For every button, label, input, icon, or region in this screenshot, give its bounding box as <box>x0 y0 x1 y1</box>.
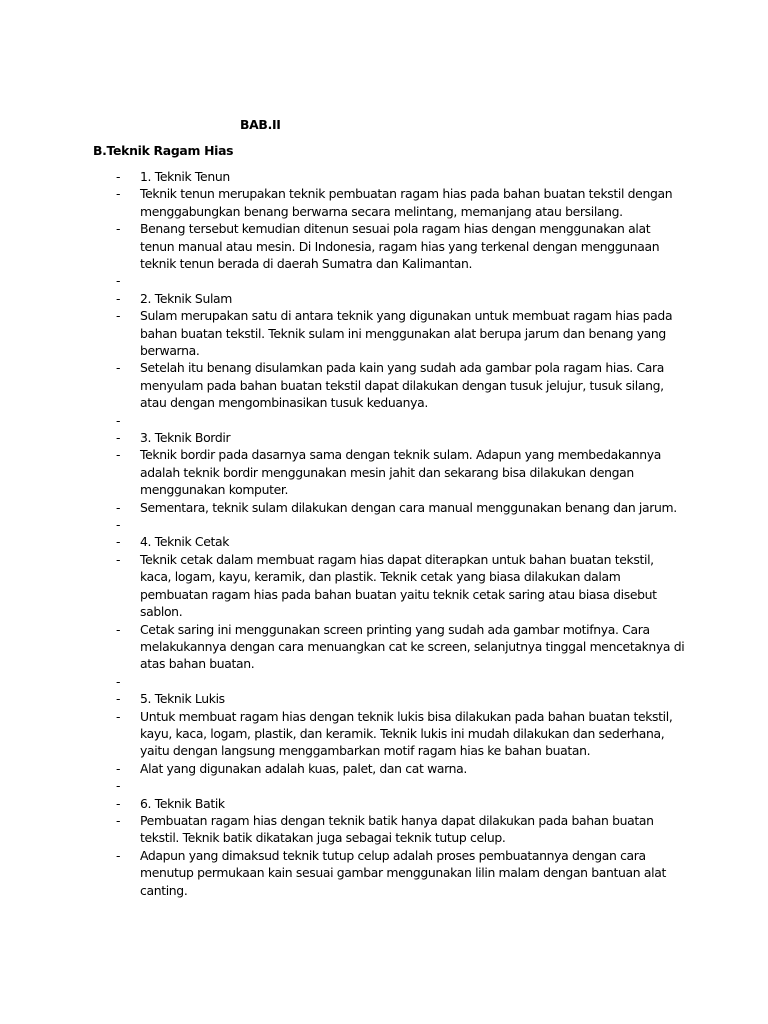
bullet-dash: - <box>116 221 121 237</box>
bullet-dash: - <box>116 778 121 794</box>
list-item-text: Alat yang digunakan adalah kuas, palet, dan cat warna. <box>140 760 467 776</box>
list-item-text: 2. Teknik Sulam <box>140 290 233 306</box>
bullet-dash: - <box>116 499 121 515</box>
list-item-text: Sulam merupakan satu di antara teknik yang digunakan untuk membuat ragam hias pada bahan buatan tekstil. Teknik sulam ini menggunakan alat berupa jarum dan benang yang berwarna. <box>140 308 673 359</box>
list-item <box>0 621 768 673</box>
list-item-text: Teknik tenun merupakan teknik pembuatan ragam hias pada bahan buatan tekstil dengan menggabungkan benang berwarna secara melintang, memanjang atau bersilang. <box>140 186 673 219</box>
list-item <box>0 429 768 446</box>
bullet-dash: - <box>116 812 121 828</box>
list-item-text: 1. Teknik Tenun <box>140 169 230 184</box>
section-title: B.Teknik Ragam Hias <box>93 143 234 158</box>
bullet-dash: - <box>116 308 121 324</box>
list-item <box>0 359 768 411</box>
list-item <box>0 708 768 760</box>
list-item <box>0 777 768 794</box>
bullet-dash: - <box>116 169 121 184</box>
bullet-dash: - <box>116 760 121 776</box>
list-item-text: Teknik cetak dalam membuat ragam hias dapat diterapkan untuk bahan buatan tekstil, kaca, logam, kayu, keramik, dan plastik. Teknik cetak yang biasa dilakukan dalam pembuatan ragam hias pada bahan buatan yaitu teknik cetak saring atau biasa disebut sablon. <box>140 551 657 620</box>
bullet-dash: - <box>116 795 121 811</box>
list-item-text: Sementara, teknik sulam dilakukan dengan cara manual menggunakan benang dan jarum. <box>140 499 677 515</box>
list-item <box>0 533 768 550</box>
list-item <box>0 516 768 533</box>
bullet-dash: - <box>116 273 121 289</box>
bullet-dash: - <box>116 621 121 637</box>
bullet-dash: - <box>116 430 121 446</box>
bullet-dash: - <box>116 708 121 724</box>
bullet-dash: - <box>116 360 121 376</box>
bullet-dash: - <box>116 847 121 863</box>
bullet-dash: - <box>116 447 121 463</box>
list-item <box>0 812 768 847</box>
list-item-text: Setelah itu benang disulamkan pada kain yang sudah ada gambar pola ragam hias. Cara menyulam pada bahan buatan tekstil dapat dilakukan dengan tusuk jelujur, tusuk silang, atau dengan mengombinasikan tusuk keduanya. <box>140 360 665 411</box>
list-item <box>0 551 768 621</box>
list-item <box>0 690 768 707</box>
bullet-dash: - <box>116 691 121 707</box>
list-item <box>0 220 768 272</box>
bullet-dash: - <box>116 534 121 550</box>
list-item <box>0 446 768 498</box>
bullet-dash: - <box>116 517 121 533</box>
list-item-text: Benang tersebut kemudian ditenun sesuai pola ragam hias dengan menggunakan alat tenun manual atau mesin. Di Indonesia, ragam hias yang terkenal dengan menggunaan teknik tenun berada di daerah Sumatra dan Kalimantan. <box>140 221 660 272</box>
list-item-text: Untuk membuat ragam hias dengan teknik lukis bisa dilakukan pada bahan buatan tekstil, kayu, kaca, logam, plastik, dan keramik. Teknik lukis ini mudah dilakukan dan sederhana, yaitu dengan langsung menggambarkan motif ragam hias ke bahan buatan. <box>140 708 673 759</box>
list-item <box>0 847 768 899</box>
list-item-text: 3. Teknik Bordir <box>140 430 231 446</box>
list-item-text: 5. Teknik Lukis <box>140 691 225 707</box>
bullet-dash: - <box>116 673 121 689</box>
chapter-heading: BAB.II <box>240 117 281 132</box>
list-item <box>0 499 768 516</box>
bullet-dash: - <box>116 290 121 306</box>
list-item-text: Teknik bordir pada dasarnya sama dengan teknik sulam. Adapun yang membedakannya adalah teknik bordir menggunakan mesin jahit dan sekarang bisa dilakukan dengan menggunakan komputer. <box>140 447 661 498</box>
list-item-text: 6. Teknik Batik <box>140 795 225 811</box>
list-item-text: Pembuatan ragam hias dengan teknik batik hanya dapat dilakukan pada bahan buatan tekstil. Teknik batik dikatakan juga sebagai teknik tutup celup. <box>140 812 654 846</box>
bullet-dash: - <box>116 551 121 567</box>
list-item <box>0 307 768 359</box>
bullet-list <box>0 168 768 899</box>
bullet-dash: - <box>116 412 121 428</box>
list-item <box>0 290 768 307</box>
list-item <box>0 168 768 185</box>
list-item <box>0 673 768 690</box>
list-item <box>0 760 768 777</box>
list-item-text: Adapun yang dimaksud teknik tutup celup adalah proses pembuatannya dengan cara menutup permukaan kain sesuai gambar menggunakan lilin malam dengan bantuan alat canting. <box>140 847 666 898</box>
list-item <box>0 795 768 812</box>
list-item-text: Cetak saring ini menggunakan screen printing yang sudah ada gambar motifnya. Cara melakukannya dengan cara menuangkan cat ke screen, selanjutnya tinggal mencetaknya di atas bahan buatan. <box>140 621 685 672</box>
list-item <box>0 185 768 220</box>
list-item <box>0 272 768 289</box>
bullet-dash: - <box>116 186 121 202</box>
list-item-text: 4. Teknik Cetak <box>140 534 230 550</box>
list-item <box>0 412 768 429</box>
